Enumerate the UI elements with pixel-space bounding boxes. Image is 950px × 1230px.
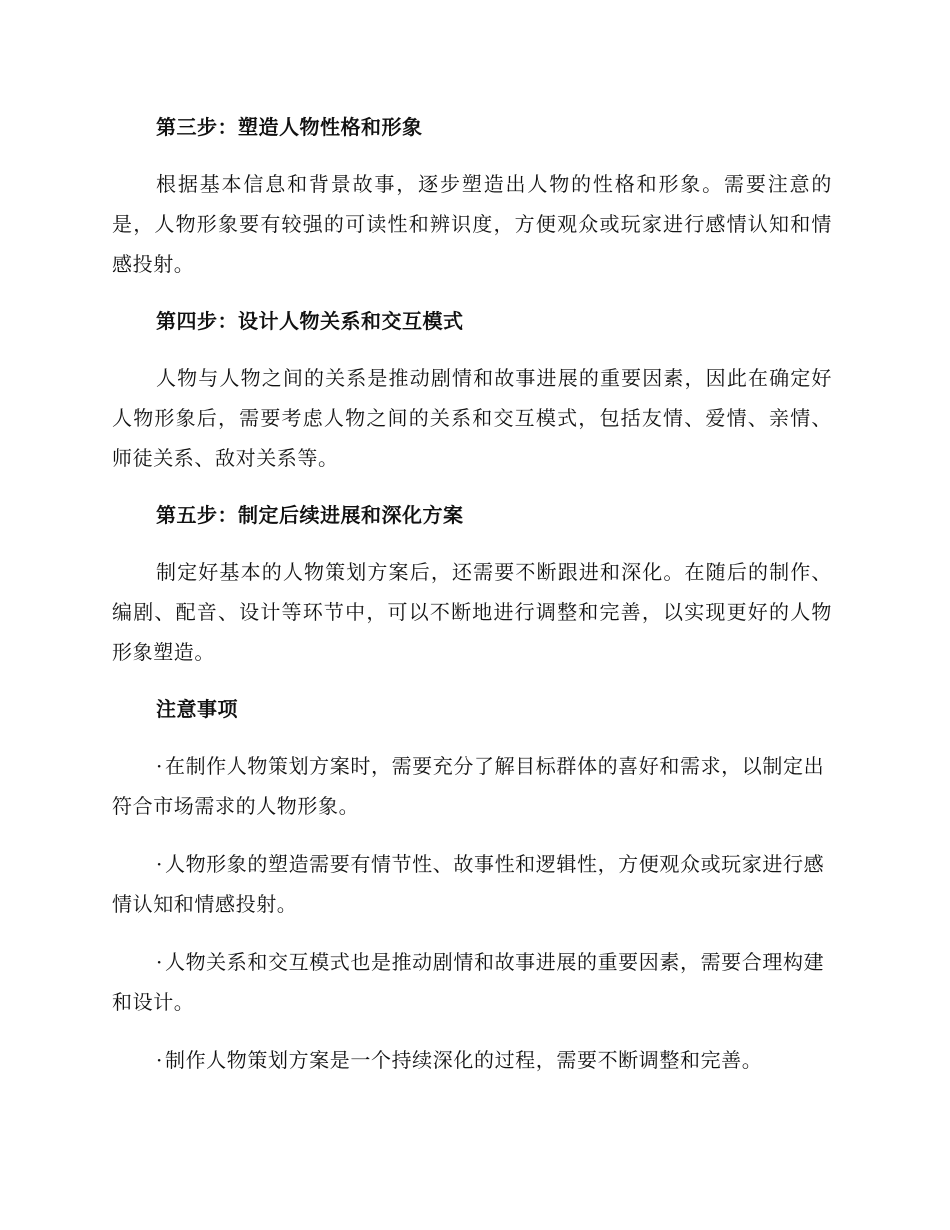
section-heading-step-3: 第三步：塑造人物性格和形象 [156, 115, 423, 139]
section-body-step-4: 人物与人物之间的关系是推动剧情和故事进展的重要因素，因此在确定好人物形象后，需要考虑人物之间的关系和交互模式，包括友情、爱情、亲情、师徒关系、敌对关系等。 [112, 366, 832, 470]
section-heading-step-4: 第四步：设计人物关系和交互模式 [156, 309, 464, 333]
section-body-step-3: 根据基本信息和背景故事，逐步塑造出人物的性格和形象。需要注意的是，人物形象要有较强的可读性和辨识度，方便观众或玩家进行感情认知和情感投射。 [112, 172, 832, 276]
list-item [112, 746, 832, 826]
bullet-icon: · [156, 852, 163, 876]
list-item [112, 942, 832, 1022]
list-item-text: 在制作人物策划方案时，需要充分了解目标群体的喜好和需求，以制定出符合市场需求的人物形象。 [112, 754, 825, 818]
notes-heading: 注意事项 [156, 697, 238, 721]
document-page [112, 108, 832, 1098]
section-heading-step-5: 第五步：制定后续进展和深化方案 [156, 503, 464, 527]
list-item [112, 844, 832, 924]
notes-list [112, 746, 832, 1080]
bullet-icon: · [156, 754, 163, 778]
list-item [112, 1040, 832, 1080]
list-item-text: 制作人物策划方案是一个持续深化的过程，需要不断调整和完善。 [164, 1048, 763, 1072]
list-item-text: 人物关系和交互模式也是推动剧情和故事进展的重要因素，需要合理构建和设计。 [112, 950, 825, 1014]
bullet-icon: · [156, 1048, 163, 1072]
section-body-step-5: 制定好基本的人物策划方案后，还需要不断跟进和深化。在随后的制作、编剧、配音、设计等环节中，可以不断地进行调整和完善，以实现更好的人物形象塑造。 [112, 560, 832, 664]
bullet-icon: · [156, 950, 163, 974]
list-item-text: 人物形象的塑造需要有情节性、故事性和逻辑性，方便观众或玩家进行感情认知和情感投射。 [112, 852, 825, 916]
